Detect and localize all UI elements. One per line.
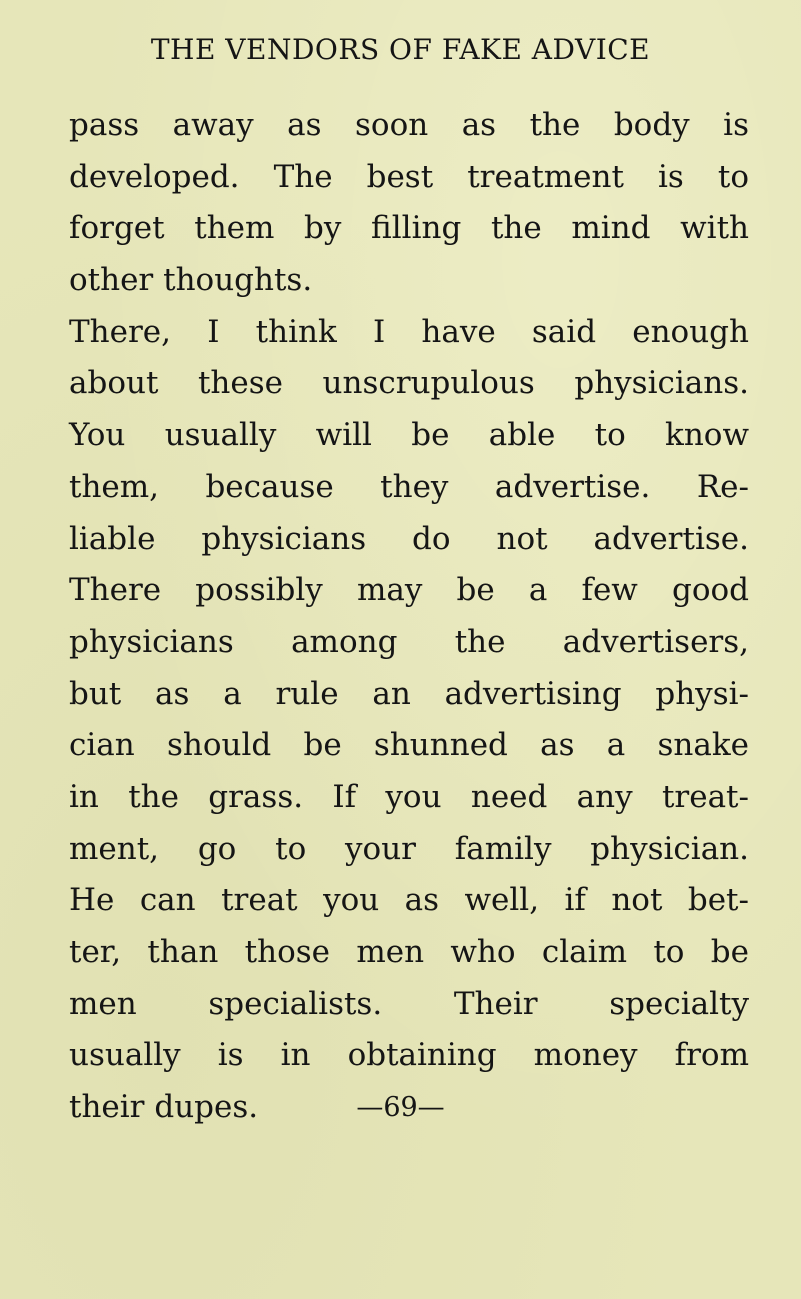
text-line: physicians among the advertisers, (69, 623, 749, 660)
text-line: forget them by filling the mind with (69, 210, 749, 247)
text-line: usually is in obtaining money from (69, 1037, 749, 1074)
text-line: their dupes. (69, 1089, 259, 1126)
text-line: about these unscrupulous physicians. (69, 365, 749, 402)
text-line: ment, go to your family physician. (69, 830, 749, 867)
page-number: —69— (356, 1092, 445, 1123)
running-head: THE VENDORS OF FAKE ADVICE (150, 33, 651, 66)
text-line: You usually will be able to know (69, 417, 749, 454)
text-line: them, because they advertise. Re- (69, 468, 749, 505)
text-line: men specialists. Their specialty (69, 985, 749, 1022)
text-line: There, I think I have said enough (69, 313, 749, 350)
text-line: cian should be shunned as a snake (69, 727, 749, 764)
text-line: developed. The best treatment is to (69, 158, 749, 195)
text-line: liable physicians do not advertise. (69, 520, 749, 557)
text-line: in the grass. If you need any treat- (69, 778, 749, 815)
text-line: ter, than those men who claim to be (69, 934, 749, 970)
text-line: He can treat you as well, if not bet- (69, 882, 749, 919)
text-line: pass away as soon as the body is (69, 107, 749, 143)
body-text (69, 100, 749, 1134)
text-line: but as a rule an advertising physi- (69, 675, 749, 712)
text-line: There possibly may be a few good (69, 572, 749, 609)
text-line: other thoughts. (69, 262, 313, 299)
